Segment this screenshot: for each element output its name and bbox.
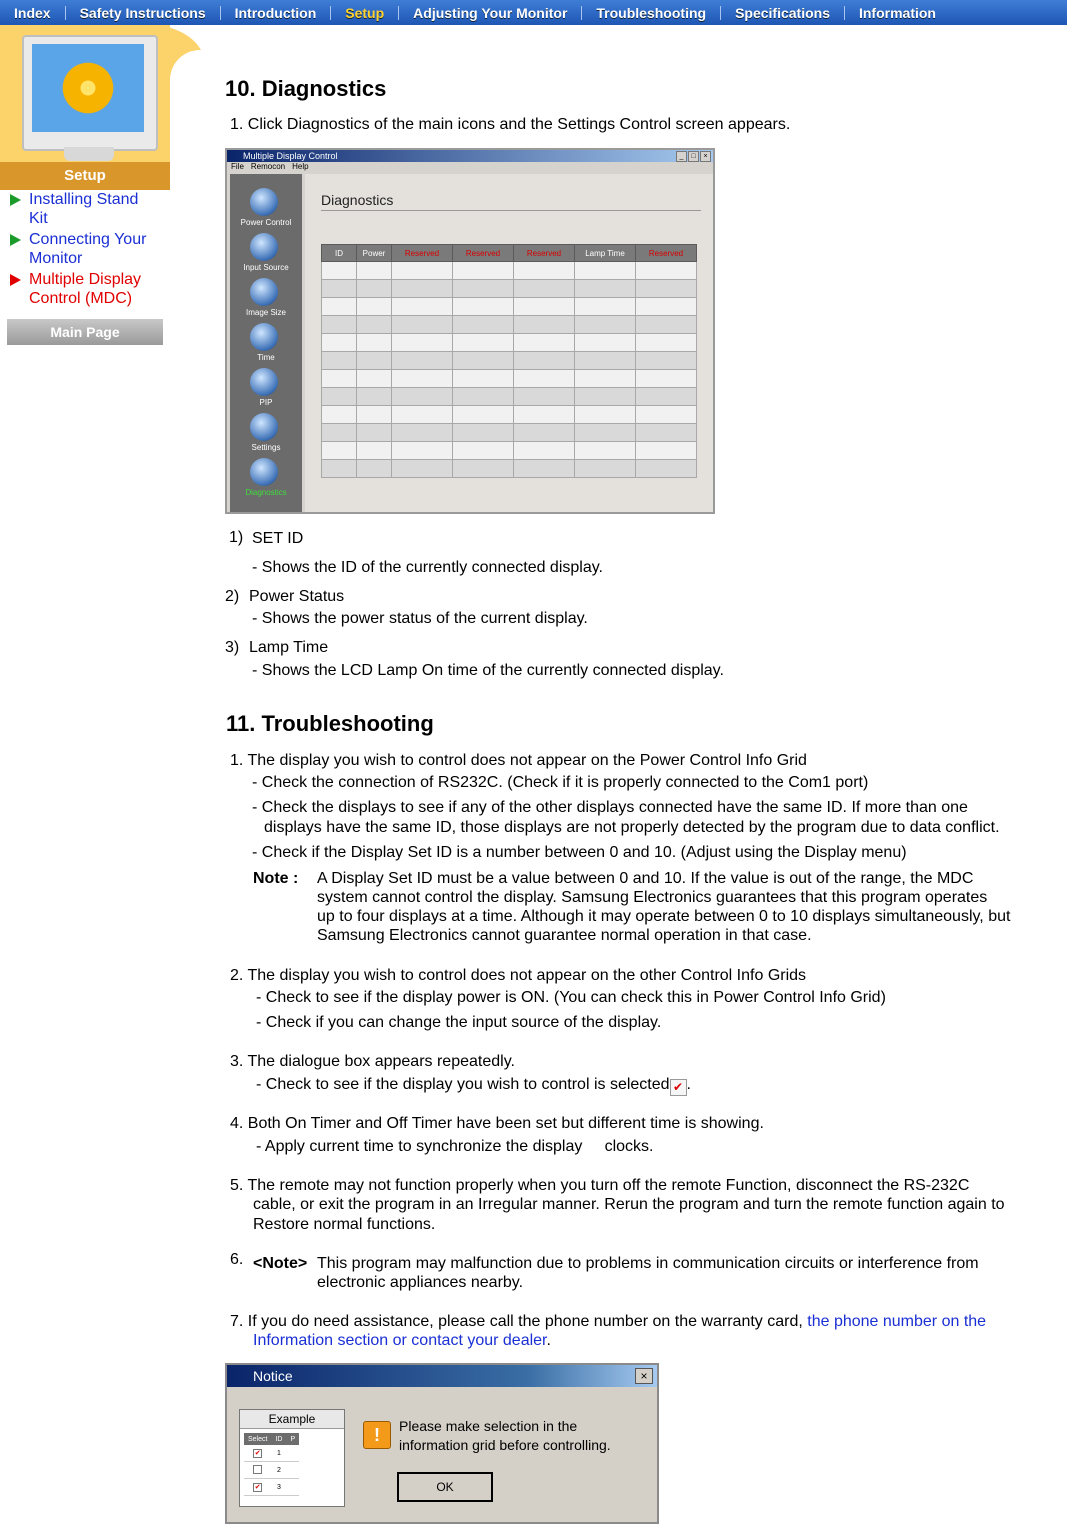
grid-cell bbox=[453, 442, 514, 460]
grid-cell bbox=[357, 424, 392, 442]
grid-cell bbox=[322, 262, 357, 280]
ts3-bullet bbox=[256, 1075, 691, 1096]
ts7-end: . bbox=[546, 1332, 551, 1349]
nav-adjusting-your-monitor[interactable]: Adjusting Your Monitor bbox=[413, 4, 568, 21]
diagnostics-icon bbox=[250, 458, 278, 486]
grid-cell bbox=[392, 334, 453, 352]
grid-cell bbox=[357, 316, 392, 334]
grid-cell bbox=[392, 442, 453, 460]
image-size-icon bbox=[250, 278, 278, 306]
note-label: Note : bbox=[253, 870, 299, 887]
input-source-icon bbox=[250, 233, 278, 261]
checkbox-checked-icon: ✔ bbox=[670, 1079, 687, 1096]
nav-troubleshooting[interactable]: Troubleshooting bbox=[596, 4, 707, 21]
ts7-line bbox=[230, 1312, 986, 1331]
grid-cell bbox=[575, 370, 636, 388]
warning-icon: ! bbox=[363, 1421, 391, 1449]
mdc-nav-label: Diagnostics bbox=[245, 488, 287, 497]
grid-cell bbox=[514, 280, 575, 298]
ts1-bullet: - Check if the Display Set ID is a number between 0 and 10. (Adjust using the Display menu) bbox=[252, 844, 907, 861]
information-section-link[interactable]: Information section or contact your dealer bbox=[253, 1332, 547, 1349]
grid-cell bbox=[514, 442, 575, 460]
diagnostics-heading: 10. Diagnostics bbox=[225, 76, 387, 101]
grid-cell bbox=[357, 442, 392, 460]
mdc-icon-panel bbox=[230, 174, 302, 512]
grid-cell bbox=[575, 298, 636, 316]
window-menubar bbox=[227, 162, 713, 172]
example-cell: 2 bbox=[271, 1462, 286, 1479]
mdc-diagnostics-screenshot bbox=[225, 148, 715, 514]
maximize-icon: □ bbox=[688, 151, 699, 162]
grid-cell bbox=[322, 406, 357, 424]
diagnostics-grid bbox=[321, 244, 697, 478]
sidebar-navigation bbox=[8, 190, 173, 310]
grid-cell bbox=[514, 406, 575, 424]
grid-row bbox=[322, 424, 697, 442]
grid-header: Reserved bbox=[453, 245, 514, 262]
ts5-line: cable, or exit the program in an Irregular manner. Rerun the program and turn the remote function again to bbox=[253, 1196, 1005, 1213]
grid-cell bbox=[575, 334, 636, 352]
monitor-stand bbox=[64, 147, 114, 161]
ts3-bullet-text: - Check to see if the display you wish to control is selected bbox=[256, 1076, 670, 1093]
grid-cell bbox=[392, 316, 453, 334]
divider bbox=[321, 210, 701, 211]
dialog-title: Notice bbox=[253, 1368, 293, 1384]
grid-header: Reserved bbox=[514, 245, 575, 262]
grid-cell bbox=[322, 370, 357, 388]
window-title: Multiple Display Control bbox=[243, 151, 338, 161]
grid-row bbox=[322, 406, 697, 424]
notice-message-line: information grid before controlling. bbox=[399, 1437, 611, 1453]
grid-cell bbox=[575, 388, 636, 406]
grid-cell bbox=[357, 298, 392, 316]
ts5-line: 5. The remote may not function properly when you turn off the remote Function, disconnect the RS-232C bbox=[230, 1177, 970, 1194]
grid-cell bbox=[392, 406, 453, 424]
example-panel bbox=[239, 1409, 345, 1507]
example-cell bbox=[244, 1479, 271, 1496]
grid-cell bbox=[636, 316, 697, 334]
ts3-title: 3. The dialogue box appears repeatedly. bbox=[230, 1053, 515, 1070]
mdc-nav-label: Input Source bbox=[243, 263, 289, 272]
grid-cell bbox=[392, 298, 453, 316]
power-control-icon bbox=[250, 188, 278, 216]
grid-cell bbox=[322, 280, 357, 298]
ok-button: OK bbox=[397, 1472, 493, 1502]
grid-cell bbox=[636, 388, 697, 406]
ts6-number: 6. bbox=[230, 1251, 244, 1268]
menu-remocon: Remocon bbox=[250, 162, 286, 171]
nav-setup[interactable]: Setup bbox=[345, 4, 385, 21]
ts1-bullet: - Check the connection of RS232C. (Check if it is properly connected to the Com1 port) bbox=[252, 774, 869, 791]
top-navigation bbox=[0, 0, 1067, 25]
grid-row bbox=[322, 370, 697, 388]
example-cell bbox=[286, 1479, 299, 1496]
sidebar-item-label: Multiple Display bbox=[29, 271, 142, 288]
grid-cell bbox=[357, 352, 392, 370]
ts5-line: Restore normal functions. bbox=[253, 1216, 436, 1233]
sidebar-item-label: Monitor bbox=[29, 250, 83, 267]
grid-cell bbox=[636, 406, 697, 424]
grid-cell bbox=[392, 280, 453, 298]
grid-cell bbox=[357, 460, 392, 478]
grid-cell bbox=[575, 352, 636, 370]
ts4-title: 4. Both On Timer and Off Timer have been set but different time is showing. bbox=[230, 1115, 764, 1132]
grid-cell bbox=[453, 352, 514, 370]
grid-cell bbox=[636, 460, 697, 478]
grid-row bbox=[322, 262, 697, 280]
grid-row bbox=[322, 334, 697, 352]
grid-cell bbox=[575, 406, 636, 424]
note-text: up to four displays at a time. Although it may operate between 0 to 10 displays simultaneously, but bbox=[317, 908, 1011, 925]
grid-row bbox=[322, 316, 697, 334]
phone-number-link[interactable]: the phone number on the bbox=[807, 1313, 987, 1330]
close-icon: × bbox=[635, 1368, 653, 1384]
sidebar-item-label: Connecting Your bbox=[29, 231, 147, 248]
grid-row bbox=[322, 442, 697, 460]
ts1-bullet-continued: displays have the same ID, those displays are not properly detected by the program due to data conflict. bbox=[264, 819, 1000, 836]
grid-cell bbox=[453, 316, 514, 334]
grid-cell bbox=[357, 262, 392, 280]
notice-message-line: Please make selection in the bbox=[399, 1418, 578, 1434]
item-title: Lamp Time bbox=[249, 639, 329, 656]
grid-cell bbox=[575, 460, 636, 478]
notice-dialog-screenshot bbox=[225, 1363, 659, 1524]
grid-cell bbox=[575, 424, 636, 442]
grid-cell bbox=[514, 298, 575, 316]
item-description: - Shows the power status of the current display. bbox=[252, 610, 588, 627]
grid-cell bbox=[514, 334, 575, 352]
note-text: Samsung Electronics cannot guarantee normal operation in that case. bbox=[317, 927, 812, 944]
grid-cell bbox=[636, 334, 697, 352]
grid-cell bbox=[453, 298, 514, 316]
ts7-line bbox=[253, 1331, 551, 1350]
settings-icon bbox=[250, 413, 278, 441]
panel-title: Diagnostics bbox=[321, 192, 394, 208]
grid-cell bbox=[514, 388, 575, 406]
dialog-titlebar bbox=[227, 1365, 657, 1387]
mdc-nav-label: Power Control bbox=[240, 218, 292, 227]
checkbox-unchecked-icon bbox=[253, 1465, 262, 1474]
grid-cell bbox=[392, 352, 453, 370]
troubleshooting-heading: 11. Troubleshooting bbox=[226, 711, 434, 736]
setup-section-label: Setup bbox=[0, 162, 170, 190]
grid-cell bbox=[636, 442, 697, 460]
menu-file: File bbox=[231, 162, 244, 171]
grid-cell bbox=[357, 370, 392, 388]
grid-cell bbox=[322, 460, 357, 478]
grid-row bbox=[322, 388, 697, 406]
diagnostics-step1: 1. Click Diagnostics of the main icons and the Settings Control screen appears. bbox=[230, 116, 791, 133]
grid-cell bbox=[453, 406, 514, 424]
flower-screen-image bbox=[32, 44, 144, 132]
item-title: SET ID bbox=[252, 530, 304, 547]
grid-cell bbox=[453, 460, 514, 478]
ts6-note-label: <Note> bbox=[253, 1255, 308, 1272]
nav-index[interactable]: Index bbox=[14, 4, 51, 21]
example-cell bbox=[286, 1445, 299, 1462]
ts6-line: This program may malfunction due to problems in communication circuits or interference from bbox=[317, 1255, 979, 1272]
grid-cell bbox=[636, 424, 697, 442]
grid-cell bbox=[357, 280, 392, 298]
close-icon: × bbox=[700, 151, 711, 162]
sidebar-item-installing-stand-kit[interactable] bbox=[8, 190, 173, 228]
grid-cell bbox=[575, 316, 636, 334]
grid-cell bbox=[392, 424, 453, 442]
mdc-content-panel bbox=[305, 174, 713, 512]
ts1-title: 1. The display you wish to control does not appear on the Power Control Info Grid bbox=[230, 752, 807, 769]
monitor-illustration bbox=[22, 35, 158, 151]
grid-cell bbox=[514, 370, 575, 388]
mdc-nav-label: PIP bbox=[259, 398, 273, 407]
note-text: system cannot control the display. Samsung Electronics guarantees that this program operates bbox=[317, 889, 988, 906]
grid-cell bbox=[357, 334, 392, 352]
grid-cell bbox=[322, 316, 357, 334]
nav-information[interactable]: Information bbox=[858, 4, 936, 21]
arrow-right-icon bbox=[10, 194, 21, 206]
item-number: 1) bbox=[229, 529, 244, 546]
grid-cell bbox=[575, 280, 636, 298]
grid-cell bbox=[453, 280, 514, 298]
nav-specifications[interactable]: Specifications bbox=[735, 4, 830, 21]
grid-cell bbox=[322, 298, 357, 316]
grid-cell bbox=[453, 334, 514, 352]
item-number: 3) bbox=[225, 639, 240, 656]
mdc-nav-label: Image Size bbox=[245, 308, 287, 317]
sidebar-item-multiple-display-control[interactable] bbox=[8, 270, 173, 308]
item-description: - Shows the LCD Lamp On time of the currently connected display. bbox=[252, 662, 724, 679]
grid-cell bbox=[322, 352, 357, 370]
notice-message bbox=[399, 1417, 611, 1455]
grid-cell bbox=[357, 388, 392, 406]
example-header: ID bbox=[271, 1433, 286, 1445]
grid-cell bbox=[575, 262, 636, 280]
setup-banner bbox=[0, 25, 205, 190]
example-grid bbox=[244, 1433, 299, 1496]
grid-cell bbox=[575, 442, 636, 460]
grid-cell bbox=[636, 262, 697, 280]
item-title: Power Status bbox=[249, 588, 345, 605]
example-header: P bbox=[286, 1433, 299, 1445]
grid-cell bbox=[636, 370, 697, 388]
ts1-bullet: - Check the displays to see if any of the other displays connected have the same ID. If more than one bbox=[252, 799, 968, 816]
sidebar-item-label: Kit bbox=[29, 210, 48, 227]
grid-row bbox=[322, 352, 697, 370]
grid-cell bbox=[636, 352, 697, 370]
example-header: Select bbox=[244, 1433, 271, 1445]
grid-cell bbox=[636, 280, 697, 298]
grid-cell bbox=[453, 370, 514, 388]
ts2-bullet: - Check to see if the display power is ON. (You can check this in Power Control Info Grid) bbox=[256, 989, 886, 1006]
grid-cell bbox=[514, 424, 575, 442]
grid-cell bbox=[514, 352, 575, 370]
ts2-title: 2. The display you wish to control does not appear on the other Control Info Grids bbox=[230, 967, 807, 984]
ts2-bullet: - Check if you can change the input source of the display. bbox=[256, 1014, 662, 1031]
pip-icon bbox=[250, 368, 278, 396]
main-page-button[interactable]: Main Page bbox=[7, 319, 163, 345]
note-text: A Display Set ID must be a value between 0 and 10. If the value is out of the range, the MDC bbox=[317, 870, 974, 887]
grid-body bbox=[322, 262, 697, 478]
grid-cell bbox=[392, 262, 453, 280]
menu-help: Help bbox=[292, 162, 309, 171]
grid-row bbox=[322, 460, 697, 478]
example-cell bbox=[244, 1462, 271, 1479]
example-cell: 3 bbox=[271, 1479, 286, 1496]
sidebar-item-connecting-your-monitor[interactable] bbox=[8, 230, 173, 268]
grid-cell bbox=[514, 460, 575, 478]
checkbox-checked-icon: ✔ bbox=[254, 1483, 261, 1491]
example-cell: 1 bbox=[271, 1445, 286, 1462]
grid-cell bbox=[392, 370, 453, 388]
sidebar-item-label: Installing Stand bbox=[29, 191, 139, 208]
item-number: 2) bbox=[225, 588, 240, 605]
arrow-right-icon bbox=[10, 234, 21, 246]
grid-cell bbox=[322, 334, 357, 352]
grid-cell bbox=[453, 388, 514, 406]
grid-cell bbox=[322, 442, 357, 460]
minimize-icon: _ bbox=[676, 151, 687, 162]
grid-header: Reserved bbox=[636, 245, 697, 262]
grid-cell bbox=[453, 424, 514, 442]
ts6-line: electronic appliances nearby. bbox=[317, 1274, 524, 1291]
mdc-nav-label: Time bbox=[257, 353, 275, 362]
mdc-nav-label: Settings bbox=[251, 443, 281, 452]
grid-cell bbox=[392, 388, 453, 406]
ts7-text: 7. If you do need assistance, please call the phone number on the warranty card, bbox=[230, 1313, 808, 1330]
grid-cell bbox=[322, 424, 357, 442]
arrow-right-icon bbox=[10, 274, 21, 286]
grid-cell bbox=[453, 262, 514, 280]
example-cell bbox=[244, 1445, 271, 1462]
grid-cell bbox=[514, 262, 575, 280]
grid-cell bbox=[392, 460, 453, 478]
grid-header: ID bbox=[322, 245, 357, 262]
grid-cell bbox=[322, 388, 357, 406]
grid-cell bbox=[357, 406, 392, 424]
banner-cutout bbox=[170, 50, 205, 190]
grid-row bbox=[322, 280, 697, 298]
grid-header: Power bbox=[357, 245, 392, 262]
grid-cell bbox=[636, 298, 697, 316]
grid-row bbox=[322, 298, 697, 316]
checkbox-checked-icon: ✔ bbox=[254, 1449, 261, 1457]
sidebar-item-label: Control (MDC) bbox=[29, 290, 133, 307]
item-description: - Shows the ID of the currently connected display. bbox=[252, 559, 603, 576]
grid-cell bbox=[514, 316, 575, 334]
grid-header: Reserved bbox=[392, 245, 453, 262]
window-titlebar bbox=[227, 150, 713, 162]
example-title: Example bbox=[240, 1410, 344, 1429]
nav-safety-instructions[interactable]: Safety Instructions bbox=[79, 4, 206, 21]
nav-introduction[interactable]: Introduction bbox=[234, 4, 317, 21]
ts3-bullet-end: . bbox=[686, 1076, 691, 1093]
time-icon bbox=[250, 323, 278, 351]
grid-header: Lamp Time bbox=[575, 245, 636, 262]
ts4-bullet: - Apply current time to synchronize the display clocks. bbox=[256, 1138, 654, 1155]
example-cell bbox=[286, 1462, 299, 1479]
